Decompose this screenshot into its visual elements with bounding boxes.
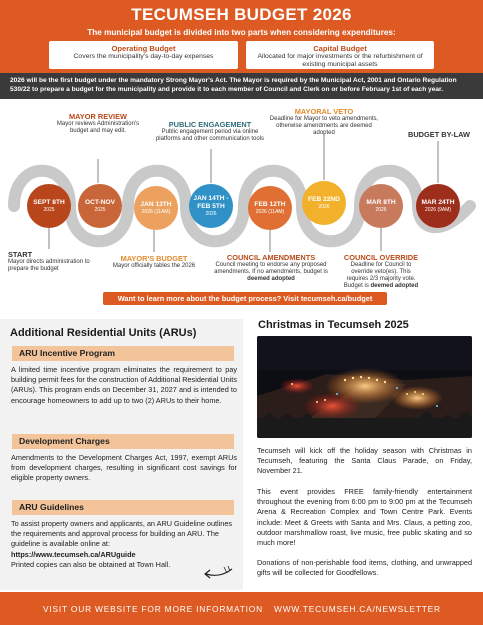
milestone-budget-bylaw: MAR 24TH 2026 (9AM)	[416, 184, 460, 228]
capital-budget-desc: Allocated for major investments or the refurbishment of existing municipal assets	[257, 53, 423, 68]
aru-title: Additional Residential Units (ARUs)	[10, 327, 197, 339]
budget-timeline	[0, 99, 483, 314]
capital-budget-title: Capital Budget	[313, 44, 367, 53]
footer-newsletter-link[interactable]: WWW.TECUMSEH.CA/NEWSLETTER	[274, 604, 441, 614]
christmas-paragraph-3: Donations of non-perishable food items, clothing, and unwrapped gifts will be collected for Goodfellows.	[257, 558, 472, 578]
development-charges-body: Amendments to the Development Charges Act, 1997, exempt ARUs from development charges, resulting in significant cost savings for eligible property owners.	[11, 453, 237, 483]
milestone-start: SEPT 8TH 2025	[27, 184, 71, 228]
operating-budget-title: Operating Budget	[111, 44, 176, 53]
footer-visit-text: VISIT OUR WEBSITE FOR MORE INFORMATION	[43, 604, 263, 614]
milestone-council-override: MAR 8TH 2026	[359, 184, 403, 228]
aru-guidelines-body: To assist property owners and applicants, an ARU Guideline outlines the requirements and approval process for building an ARU. The guideline is available online at: https://www.tecumseh.ca/ARUguide Printed copies can also be obtained at Town Hall.	[11, 519, 233, 569]
label-mayoral-veto: MAYORAL VETO Deadline for Mayor to veto amendments, otherwise amendments are deemed adopted	[269, 107, 379, 136]
development-charges-heading: Development Charges	[12, 434, 234, 449]
aru-guidelines-heading: ARU Guidelines	[12, 500, 234, 515]
page-title: TECUMSEH BUDGET 2026	[131, 5, 352, 24]
milestone-council-amendments: FEB 12TH 2026 (11AM)	[248, 186, 292, 230]
arrow-doodle-icon	[200, 565, 234, 581]
label-council-amendments: COUNCIL AMENDMENTS Council meeting to endorse any proposed amendments. If no amendments, budget is deemed adopted	[214, 253, 328, 282]
strong-mayor-notice: 2026 will be the first budget under the mandatory Strong Mayor's Act. The Mayor is required by the Municipal Act, 2001 and Ontario Regulation 530/22 to prepare a budget for the municipality and provide it to each member of Council and Clerk on or before February 1st of each year.	[0, 73, 483, 99]
operating-budget-desc: Covers the municipality's day-to-day expenses	[73, 53, 214, 60]
christmas-paragraph-1: Tecumseh will kick off the holiday season with Christmas in Tecumseh, featuring the Santa Claus Parade, on Friday, November 21.	[257, 446, 472, 476]
label-mayors-budget: MAYOR'S BUDGET Mayor officially tables the 2026	[112, 254, 196, 269]
aru-incentive-body: A limited time incentive program eliminates the requirement to pay building permit fees for the construction of Additional Residential Units (ARUs). This program ends on December 31, 2027 and is intended to encourage homeowners to add up to two (2) ARUs to their home.	[11, 365, 237, 405]
capital-budget-box	[246, 41, 434, 69]
footer-banner	[0, 592, 483, 625]
aru-guide-link[interactable]: https://www.tecumseh.ca/ARUguide	[11, 549, 136, 559]
christmas-paragraph-2: This event provides FREE family-friendly entertainment throughout the evening from 6:00 pm to 9:00 pm at the Tecumseh Arena & Recreation Complex and Town Centre Park. Events include: Meet & Greets with Santa and Mrs. Claus, a petting zoo, outdoor marshmallow roast, live music, free public skating and so much more!	[257, 487, 472, 548]
operating-budget-box	[49, 41, 238, 69]
aru-incentive-heading: ARU Incentive Program	[12, 346, 234, 361]
aru-section	[0, 319, 243, 590]
budget-info-link[interactable]: Want to learn more about the budget process? Visit tecumseh.ca/budget	[103, 292, 387, 305]
label-mayor-review: MAYOR REVIEW Mayor reviews Administration's budget and may edit.	[56, 112, 140, 134]
christmas-title: Christmas in Tecumseh 2025	[258, 319, 409, 331]
label-public-engagement: PUBLIC ENGAGEMENT Public engagement period via online platforms and other communication tools	[155, 120, 265, 142]
milestone-mayor-review: OCT-NOV 2025	[78, 184, 122, 228]
parade-photo	[257, 336, 472, 438]
milestone-mayors-budget: JAN 13TH 2026 (11AM)	[134, 186, 178, 230]
label-start: START Mayor directs administration to prepare the budget	[8, 250, 90, 272]
milestone-public-engagement: JAN 14TH - FEB 5TH 2026	[189, 184, 233, 228]
label-budget-bylaw: BUDGET BY-LAW	[408, 130, 470, 139]
page-subtitle: The municipal budget is divided into two parts when considering expenditures:	[87, 28, 396, 37]
label-council-override: COUNCIL OVERRIDE Deadline for Council to override veto(es). This requires 2/3 majority vote. Budget is deemed adopted	[343, 253, 419, 289]
milestone-mayoral-veto: FEB 22ND 2026	[302, 181, 346, 225]
